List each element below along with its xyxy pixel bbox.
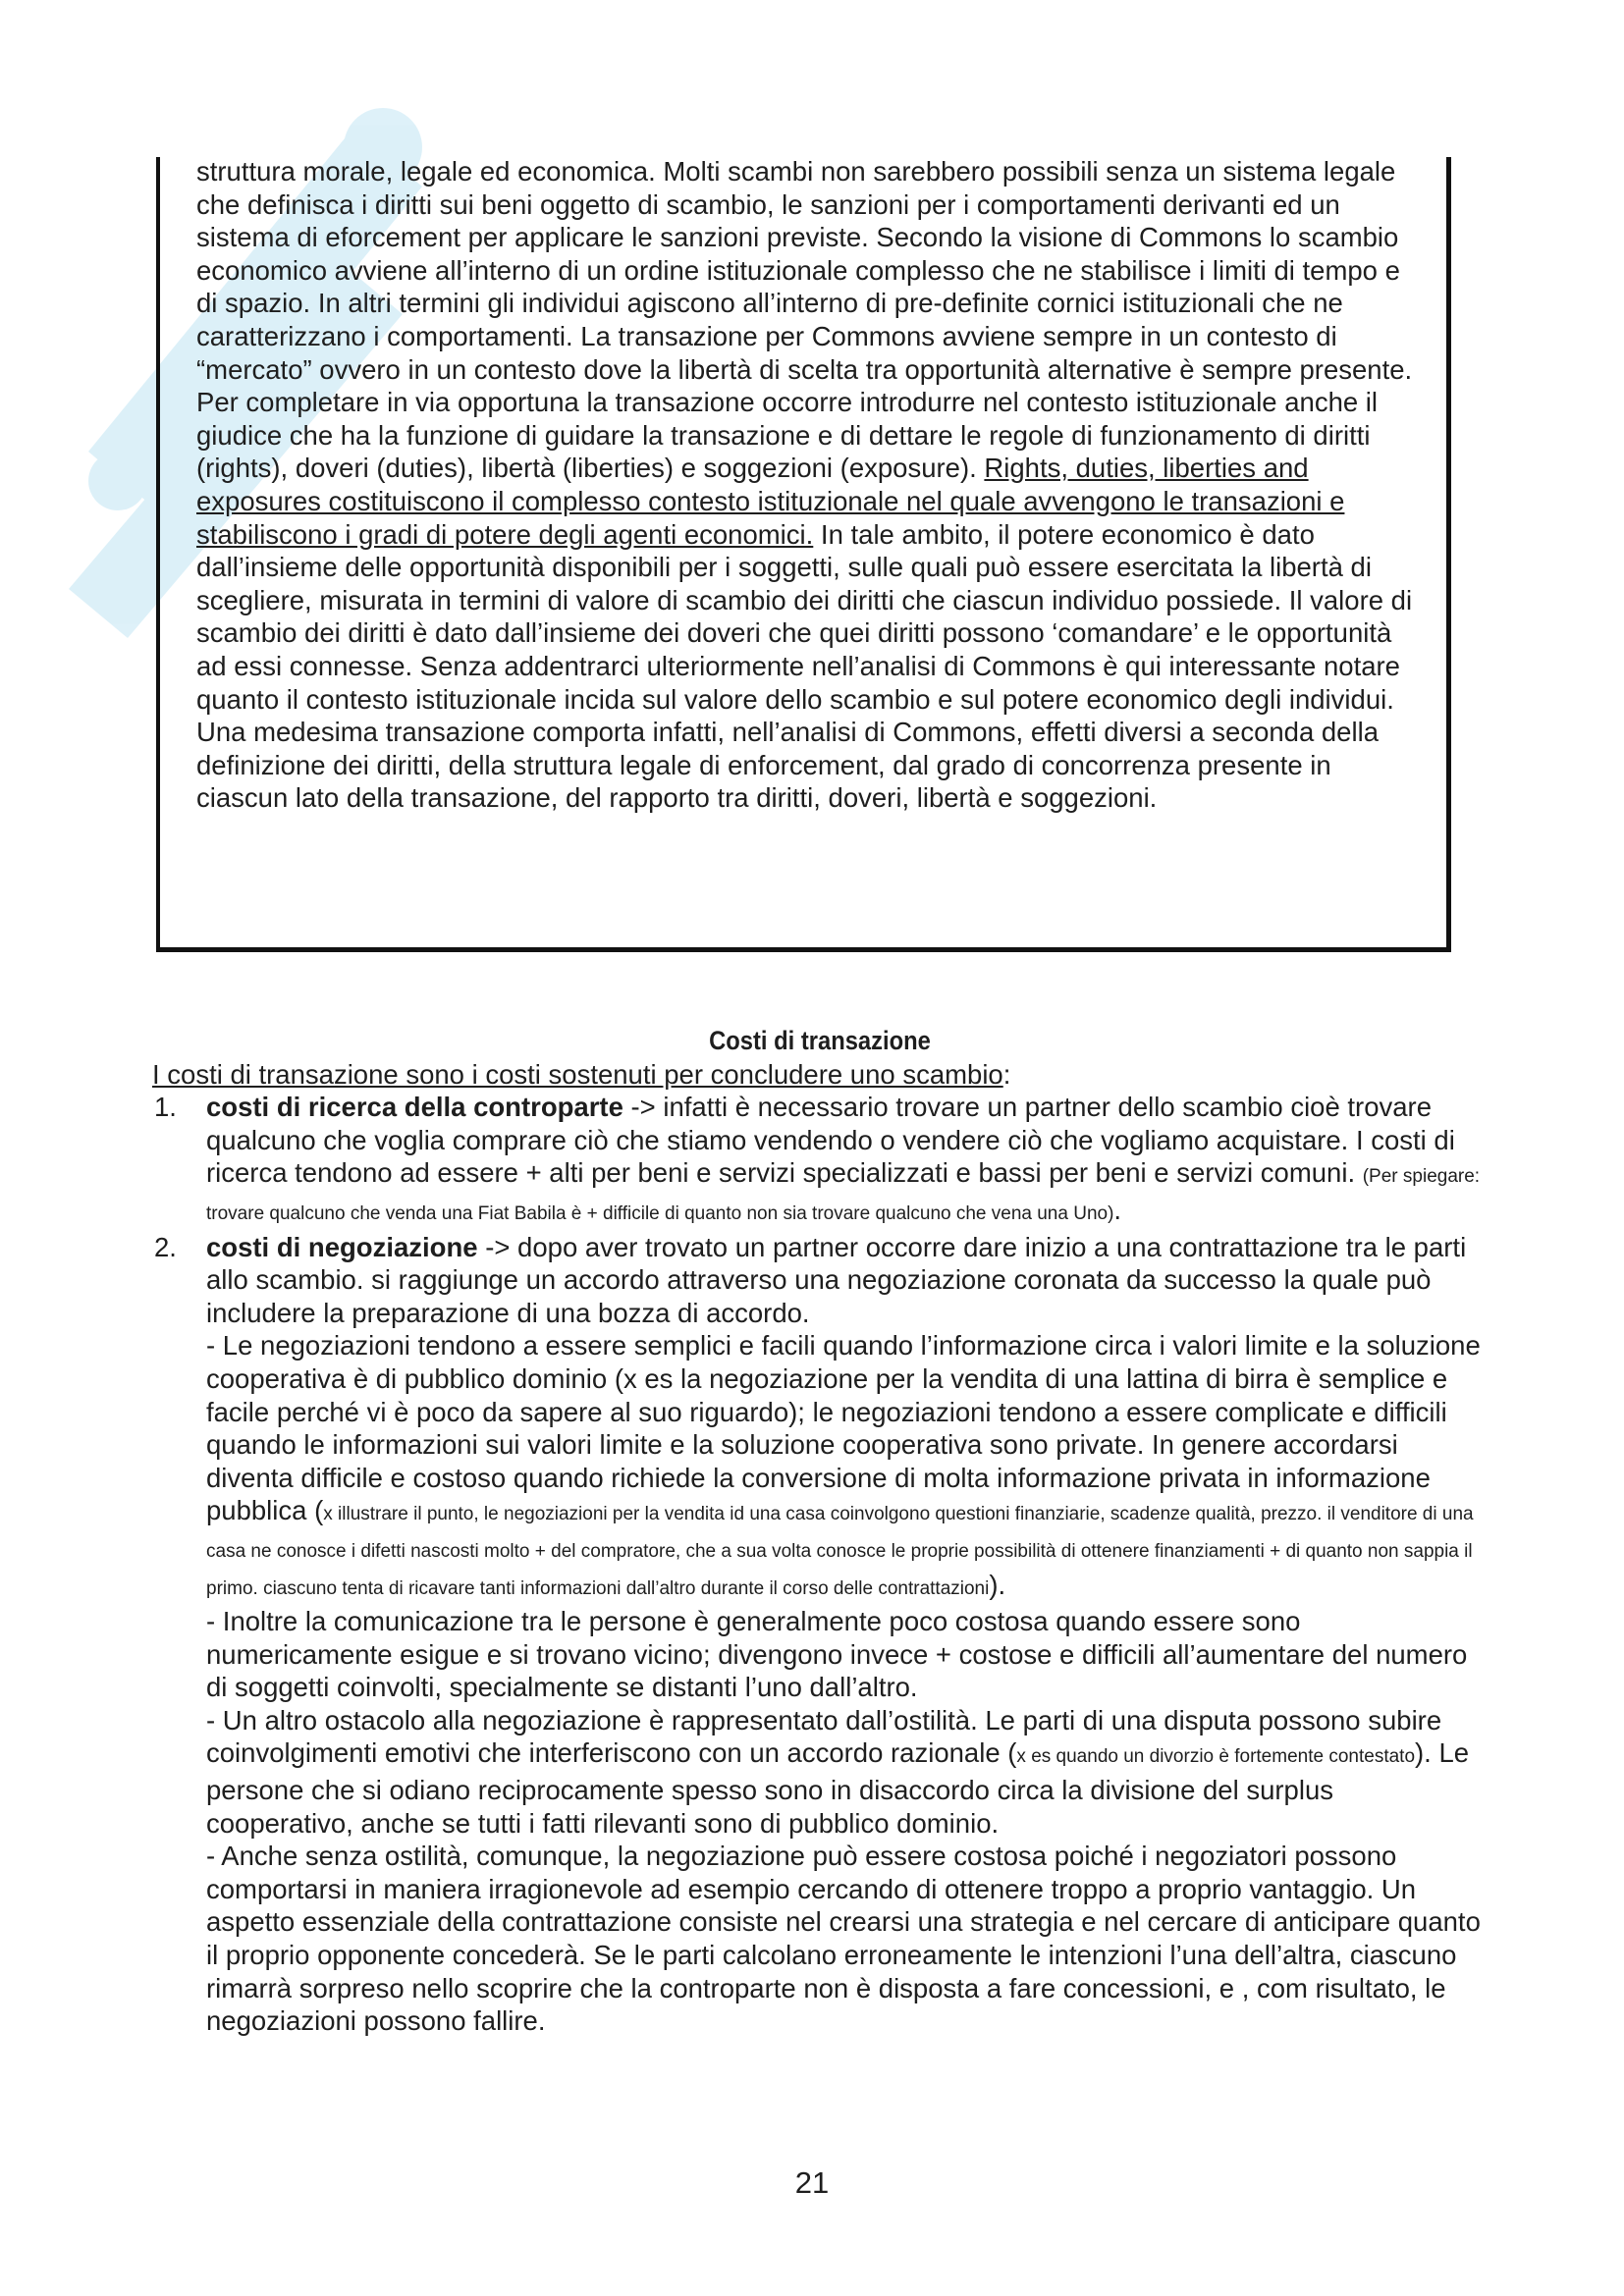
intro-colon: : <box>1002 1058 1011 1090</box>
box-text-underlined: Rights, duties, liberties and exposures costituiscono il complesso contesto istituzionale nel quale avvengono le transazioni e stabiliscono i gradi di potere degli agenti economici. <box>196 453 1345 550</box>
item-subparagraph: - Inoltre la comunicazione tra le persone è generalmente poco costosa quando essere sono numericamente esigue e si trovano vicino; divengono invece + costose e difficili all’aumentare del numero di soggetti coinvolti, specialmente se distanti l’uno dall’altro. <box>206 1606 1468 1703</box>
item-note: (Per spiegare: trovare qualcuno che venda una Fiat Babila è + difficile di quanto non sia trovare qualcuno che vena una Uno) <box>206 1166 1481 1224</box>
list-number: 2. <box>154 1231 177 1262</box>
intro-underlined: I costi di transazione sono i costi sostenuti per concludere uno scambio <box>152 1058 1003 1090</box>
box-text-part1: struttura morale, legale ed economica. Molti scambi non sarebbero possibili senza un sistema legale che definisca i diritti sui beni oggetto di scambio, le sanzioni per i comportamenti derivanti ed un sistema di eforcement per applicare le sanzioni previste. Secondo la visione di Commons lo scambio economico avviene all’interno di un ordine istituzionale complesso che ne stabilisce i limiti di tempo e di spazio. In altri termini gli individui agiscono all’interno di pre-definite cornici istituzionali che ne caratterizzano i comportamenti. La transazione per Commons avviene sempre in un contesto di “mercato” ovvero in un contesto dove la libertà di scelta tra opportunità alternative è sempre presente. Per completare in via opportuna la transazione occorre introdurre nel contesto istituzionale anche il giudice che ha la funzione di guidare la transazione e di dettare le regole di funzionamento di diritti (rights), doveri (duties), libertà (liberties) e soggezioni (exposure). <box>196 156 1413 484</box>
sub3-note: x es quando un divorzio è fortemente contestato <box>1016 1746 1416 1768</box>
sub3-end: ). Le persone che si odiano reciprocamente spesso sono in disaccordo circa la divisione del surplus cooperativo, anche se tutti i fatti rilevanti sono di pubblico dominio. <box>206 1737 1470 1839</box>
list-number: 1. <box>154 1092 177 1123</box>
page-number: 21 <box>794 2165 830 2200</box>
list-item <box>152 1091 1488 1230</box>
sub1-end: ). <box>989 1569 1006 1600</box>
boxed-paragraph <box>196 155 1424 815</box>
item-subparagraph: - Anche senza ostilità, comunque, la negoziazione può essere costosa poiché i negoziatori possono comportarsi in maniera irragionevole ad esempio cercando di ottenere troppo a proprio vantaggio. Un aspetto essenziale della contrattazione consiste nel crearsi una strategia e nel cercare di anticipare quanto il proprio opponente concederà. Se le parti calcolano erroneamente le intenzioni l’una dell’altra, ciascuno rimarrà sorpreso nello scoprire che la controparte non è disposta a fare concessioni, e , com risultato, le negoziazioni possono fallire. <box>206 1841 1481 2037</box>
item-heading: costi di negoziazione <box>206 1231 478 1262</box>
section-title: Costi di transazione <box>709 1026 931 1055</box>
sub3-text: - Un altro ostacolo alla negoziazione è rappresentato dall’ostilità. Le parti di una disputa possono subire coinvolgimenti emotivi che interferiscono con un accordo razionale ( <box>206 1704 1442 1769</box>
sub1-text: - Le negoziazioni tendono a essere semplici e facili quando l’informazione circa i valori limite e la soluzione cooperativa è di pubblico dominio (x es la negoziazione per la vendita di una lattina di birra è semplice e facile perché vi è poco da sapere al suo riguardo); le negoziazioni tendono a essere complicate e difficili quando le informazioni sui valori limite e la soluzione cooperativa sono private. In genere accordarsi diventa difficile e costoso quando richiede la conversione di molta informazione privata in informazione pubblica ( <box>206 1330 1481 1526</box>
cost-list <box>152 1091 1488 2038</box>
section-transaction-costs <box>152 1025 1488 2038</box>
item-text: -> dopo aver trovato un partner occorre dare inizio a una contrattazione tra le parti allo scambio. si raggiunge un accordo attraverso una negoziazione coronata da successo la quale può includere la preparazione di una bozza di accordo. <box>206 1231 1467 1328</box>
item-end: . <box>1113 1194 1122 1225</box>
item-heading: costi di ricerca della controparte <box>206 1092 623 1123</box>
list-item <box>152 1231 1488 2038</box>
item-text: -> infatti è necessario trovare un partner dello scambio cioè trovare qualcuno che voglia comprare ciò che stiamo vendendo o vendere ciò che vogliamo acquistare. I costi di ricerca tendono ad essere + alti per beni e servizi specializzati e bassi per beni e servizi comuni. <box>206 1092 1455 1189</box>
item-subparagraph <box>206 1704 1488 1840</box>
item-subparagraph <box>206 1329 1488 1605</box>
box-text-part2: In tale ambito, il potere economico è dato dall’insieme delle opportunità disponibili per i soggetti, sulle quali può essere esercitata la libertà di scegliere, misurata in termini di valore di scambio dei diritti che ciascun individuo possiede. Il valore di scambio dei diritti è dato dall’insieme dei doveri che quei diritti possono ‘comandare’ e le opportunità ad essi connesse. Senza addentrarci ulteriormente nell’analisi di Commons è qui interessante notare quanto il contesto istituzionale incida sul valore dello scambio e sul potere economico degli individui. Una medesima transazione comporta infatti, nell’analisi di Commons, effetti diversi a seconda della definizione dei diritti, della struttura legale di enforcement, dal grado di concorrenza presente in ciascun lato della transazione, del rapporto tra diritti, doveri, libertà e soggezioni. <box>196 518 1413 814</box>
sub1-note: x illustrare il punto, le negoziazioni per la vendita id una casa coinvolgono questioni finanziarie, scadenze qualità, prezzo. il venditore di una casa ne conosce i difetti nascosti molto + del compratore, che a sua volta conosce le proprie possibilità di ottenere finanziamenti + di quanto non sappia il primo. ciascuno tenta di ricavare tanti informazioni dall’altro durante il corso delle contrattazioni <box>206 1504 1474 1599</box>
section-intro <box>152 1058 1488 1092</box>
